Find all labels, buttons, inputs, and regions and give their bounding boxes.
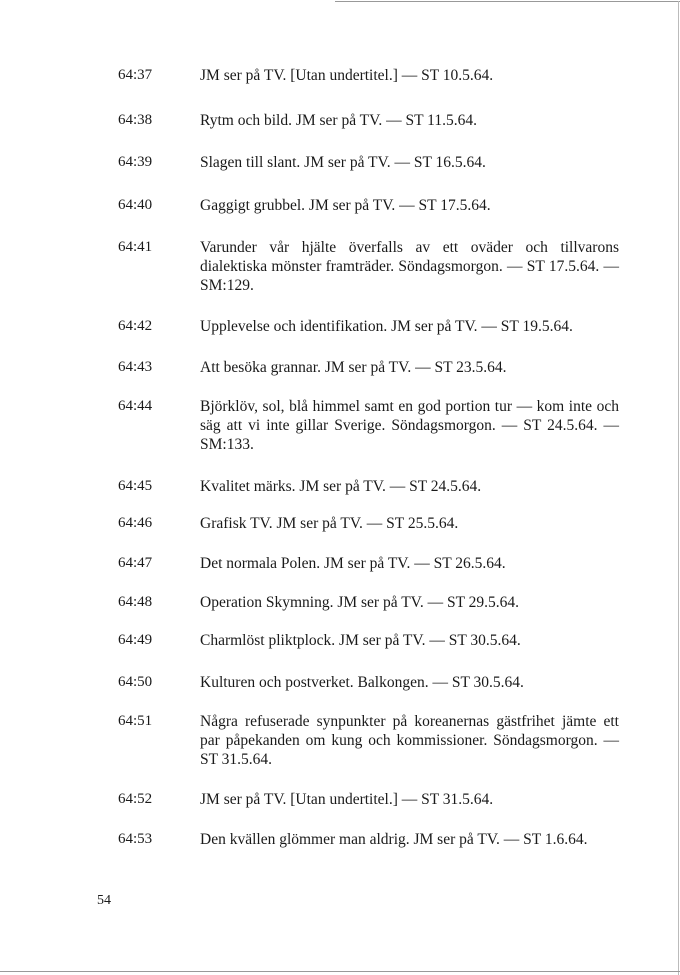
entry-number: 64:38 — [118, 112, 153, 128]
entry-number: 64:41 — [118, 239, 153, 255]
entry-number: 64:45 — [118, 478, 153, 494]
entry-text: Slagen till slant. JM ser på TV. — ST 16.5.64. — [200, 154, 486, 171]
entry-text: Kvalitet märks. JM ser på TV. — ST 24.5.64. — [200, 478, 482, 495]
entry-text: Björklöv, sol, blå himmel samt en god portion tur — kom inte och säg att vi inte gillar Sverige. Söndagsmorgon. — ST 24.5.64. — SM:133. — [200, 398, 619, 453]
bottom-border-line — [0, 971, 680, 972]
entry-text: Den kvällen glömmer man aldrig. JM ser på TV. — ST 1.6.64. — [200, 831, 588, 848]
entry-text: Kulturen och postverket. Balkongen. — ST 30.5.64. — [200, 674, 524, 691]
entry-number: 64:49 — [118, 632, 153, 648]
entry-number: 64:39 — [118, 154, 153, 170]
entry-number: 64:53 — [118, 831, 153, 847]
entry-text: Rytm och bild. JM ser på TV. — ST 11.5.64. — [200, 112, 477, 129]
entry-number: 64:48 — [118, 594, 153, 610]
entry-number: 64:47 — [118, 555, 153, 571]
entry-text: Operation Skymning. JM ser på TV. — ST 29.5.64. — [200, 594, 520, 611]
entry-text: Gaggigt grubbel. JM ser på TV. — ST 17.5.64. — [200, 197, 491, 214]
entry-number: 64:52 — [118, 791, 153, 807]
entry-text: JM ser på TV. [Utan undertitel.] — ST 10.5.64. — [200, 67, 494, 84]
entry-number: 64:42 — [118, 318, 153, 334]
entry-text: Charmlöst pliktplock. JM ser på TV. — ST 30.5.64. — [200, 632, 521, 649]
entry-number: 64:43 — [118, 359, 153, 375]
entry-text: Att besöka grannar. JM ser på TV. — ST 23.5.64. — [200, 359, 507, 376]
entry-number: 64:37 — [118, 67, 153, 83]
entry-number: 64:46 — [118, 515, 153, 531]
page-number: 54 — [97, 893, 111, 908]
entry-text: Upplevelse och identifikation. JM ser på TV. — ST 19.5.64. — [200, 318, 573, 335]
entry-text: JM ser på TV. [Utan undertitel.] — ST 31.5.64. — [200, 791, 494, 808]
entry-text: Några refuserade synpunkter på koreanernas gästfrihet jämte ett par påpekanden om kung och kommissioner. Söndagsmorgon. — ST 31.5.64. — [200, 713, 619, 768]
entry-number: 64:40 — [118, 197, 153, 213]
entry-number: 64:50 — [118, 674, 153, 690]
right-border-line — [678, 1, 679, 975]
entry-text: Varunder vår hjälte överfalls av ett oväder och tillvarons dialektiska mönster framträder. Söndagsmorgon. — ST 17.5.64. — SM:129. — [200, 239, 619, 294]
top-border-line — [335, 1, 680, 2]
entry-number: 64:44 — [118, 398, 153, 414]
entry-number: 64:51 — [118, 713, 153, 729]
entry-text: Grafisk TV. JM ser på TV. — ST 25.5.64. — [200, 515, 459, 532]
entry-text: Det normala Polen. JM ser på TV. — ST 26.5.64. — [200, 555, 506, 572]
